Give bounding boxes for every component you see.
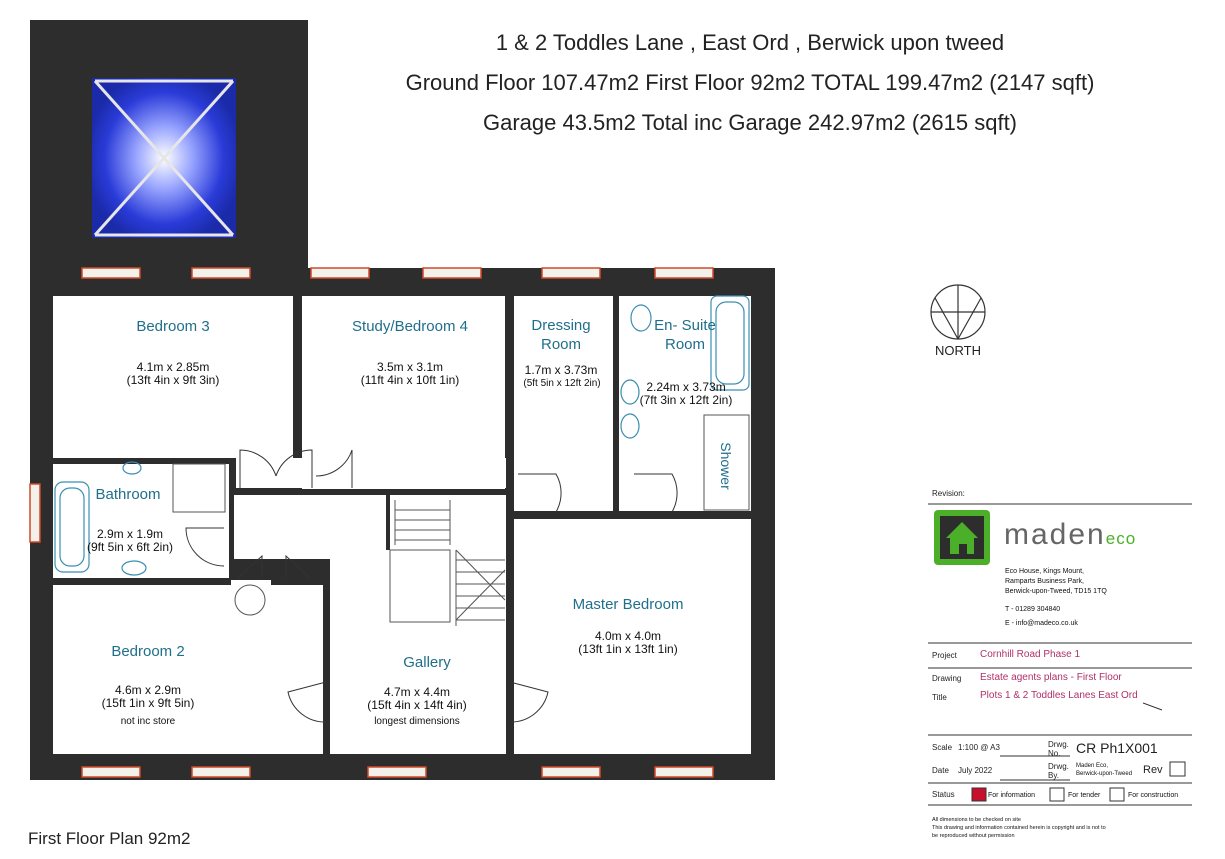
scale-value: 1:100 @ A3 [958, 743, 1000, 752]
notes-line-2: This drawing and information contained herein is copyright and is not to [932, 825, 1106, 831]
dressing-name-1: Dressing [531, 317, 591, 334]
company-name [1004, 518, 1136, 552]
address-line-1: Eco House, Kings Mount, [1005, 568, 1084, 575]
status-tender-label: For tender [1068, 792, 1101, 799]
shower-label: Shower [718, 442, 734, 490]
bath-floor [53, 464, 229, 578]
notes-line-1: All dimensions to be checked on site [932, 817, 1021, 823]
window [542, 268, 600, 278]
address-line-3: Berwick-upon-Tweed, TD15 1TQ [1005, 588, 1107, 595]
hall-floor [236, 458, 506, 488]
bedroom2-metric: 4.6m x 2.9m [114, 683, 182, 697]
scale-label: Scale [932, 743, 953, 752]
drwg-by-value-2: Berwick-upon-Tweed [1076, 771, 1133, 777]
study-metric: 3.5m x 3.1m [376, 360, 444, 374]
status-construction-box [1110, 788, 1124, 801]
window [423, 268, 481, 278]
window [192, 268, 250, 278]
revision-label: Revision: [932, 489, 965, 498]
drawing-label: Drawing [932, 674, 962, 683]
notes-line-3: be reproduced without permission [932, 833, 1015, 839]
bathroom-metric: 2.9m x 1.9m [96, 527, 164, 541]
header-line-2: Ground Floor 107.47m2 First Floor 92m2 TOTAL 199.47m2 (2147 sqft) [405, 70, 1095, 95]
bedroom3-metric: 4.1m x 2.85m [136, 360, 210, 374]
email: E - info@madeco.co.uk [1005, 620, 1078, 627]
window [655, 268, 713, 278]
study-imperial: (11ft 4in x 10ft 1in) [360, 373, 460, 387]
window [311, 268, 369, 278]
ensuite-imperial: (7ft 3in x 12ft 2in) [639, 393, 733, 407]
ensuite-name-1: En- Suite [654, 317, 716, 334]
status-label: Status [932, 790, 955, 799]
header-line-1: 1 & 2 Toddles Lane , East Ord , Berwick upon tweed [495, 30, 1005, 55]
master-name: Master Bedroom [572, 596, 684, 613]
master-metric: 4.0m x 4.0m [594, 629, 662, 643]
company-suffix: eco [1105, 529, 1137, 548]
dressing-name-2: Room [540, 336, 581, 353]
drawing-value: Estate agents plans - First Floor [980, 672, 1122, 683]
drwg-no-label-1: Drwg. [1048, 740, 1069, 749]
bedroom3-name: Bedroom 3 [136, 318, 210, 335]
bedroom2-floor [53, 585, 323, 754]
gallery-metric: 4.7m x 4.4m [383, 685, 451, 699]
bedroom2-imperial: (15ft 1in x 9ft 5in) [101, 696, 195, 710]
status-info-label: For information [988, 792, 1036, 799]
company-main: maden [1004, 518, 1106, 551]
bedroom2-note: not inc store [120, 716, 176, 727]
window [655, 767, 713, 777]
drwg-by-label-1: Drwg. [1048, 762, 1069, 771]
title-label: Title [932, 693, 947, 702]
north-symbol [931, 285, 985, 339]
address-line-2: Ramparts Business Park, [1005, 578, 1084, 585]
study-name: Study/Bedroom 4 [352, 318, 468, 335]
drwg-by-value-1: Maden Eco, [1076, 763, 1109, 769]
north-label: NORTH [935, 343, 981, 358]
ensuite-metric: 2.24m x 3.73m [646, 380, 726, 394]
bathroom-name: Bathroom [95, 486, 161, 503]
window [82, 767, 140, 777]
window [542, 767, 600, 777]
gallery-name: Gallery [403, 654, 451, 671]
ensuite-name-2: Room [664, 336, 705, 353]
gallery-imperial: (15ft 4in x 14ft 4in) [367, 698, 467, 712]
date-value: July 2022 [958, 766, 993, 775]
drwg-no-label-2: No. [1048, 749, 1061, 758]
project-value: Cornhill Road Phase 1 [980, 649, 1081, 660]
project-label: Project [932, 651, 957, 660]
bathroom-imperial: (9ft 5in x 6ft 2in) [86, 540, 174, 554]
rev-label: Rev [1143, 764, 1163, 776]
window [30, 484, 40, 542]
bedroom2-name: Bedroom 2 [111, 643, 185, 660]
title-value: Plots 1 & 2 Toddles Lanes East Ord [980, 690, 1138, 701]
gallery-note: longest dimensions [374, 716, 460, 727]
status-info-box [972, 788, 986, 801]
window [82, 268, 140, 278]
rev-box [1170, 762, 1185, 776]
master-imperial: (13ft 1in x 13ft 1in) [578, 642, 678, 656]
drwg-by-label-2: By. [1048, 771, 1059, 780]
bedroom3-imperial: (13ft 4in x 9ft 3in) [126, 373, 220, 387]
plan-title: First Floor Plan 92m2 [28, 829, 191, 848]
landing-floor [234, 495, 386, 559]
status-tender-box [1050, 788, 1064, 801]
status-construction-label: For construction [1128, 792, 1179, 799]
window [192, 767, 250, 777]
dressing-metric: 1.7m x 3.73m [524, 363, 598, 377]
drwg-no-value: CR Ph1X001 [1076, 740, 1158, 756]
window [368, 767, 426, 777]
date-label: Date [932, 766, 949, 775]
dressing-imperial: (5ft 5in x 12ft 2in) [523, 378, 601, 389]
header-line-3: Garage 43.5m2 Total inc Garage 242.97m2 (2615 sqft) [482, 110, 1018, 135]
phone: T - 01289 304840 [1005, 606, 1061, 613]
